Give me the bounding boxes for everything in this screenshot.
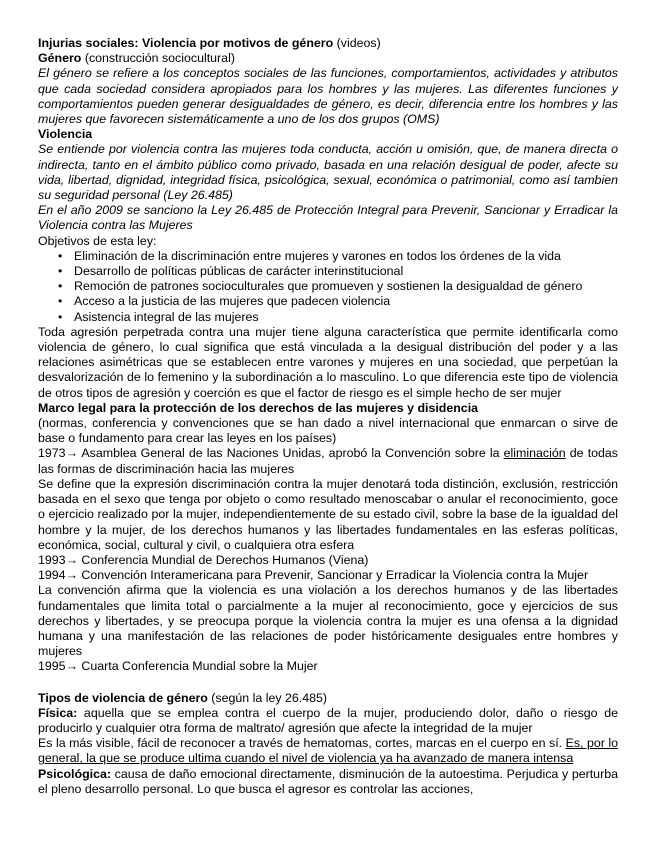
marco-intro: (normas, conferencia y convenciones que se han dado a nivel internacional que enmarcan o sirve de base o fundamento para crear las leyes en los países) (38, 416, 618, 446)
document-title-line (38, 36, 618, 51)
law-note: En el año 2009 se sanciono la Ley 26.485 de Protección Integral para Prevenir, Sancionar y Erradicar la Violencia contra las Mujeres (38, 203, 618, 233)
visible-paragraph: Es la más visible, fácil de reconocer a través de hematomas, cortes, marcas en el cuerpo en sí. Es, por lo general, la que se produce ultima cuando el nivel de violencia ya ha avanzado de manera intensa (38, 736, 618, 766)
list-item: • Eliminación de la discriminación entre mujeres y varones en todos los órdenes de la vida (74, 249, 618, 264)
document-title: Injurias sociales: Violencia por motivos de género (38, 36, 334, 50)
psicologica-paragraph: Psicológica: causa de daño emocional directamente, disminución de la autoestima. Perjudica y perturba el pleno desarrollo personal. Lo que busca el agresor es controlar las acciones, (38, 766, 618, 796)
tipos-heading: Tipos de violencia de género (38, 690, 208, 705)
section-spacer (38, 675, 618, 691)
violencia-heading: Violencia (38, 127, 93, 142)
tipos-heading-line (38, 691, 618, 706)
marco-heading: Marco legal para la protección de los derechos de las mujeres y disidencia (38, 400, 479, 415)
document-page (38, 36, 618, 797)
list-item: • Acceso a la justicia de las mujeres que padecen violencia (74, 294, 618, 309)
fisica-label: Física: (38, 705, 78, 720)
genero-heading-line (38, 51, 618, 66)
event-1994: 1994→ Convención Interamericana para Prevenir, Sancionar y Erradicar la Violencia contra la Mujer (38, 568, 589, 583)
genero-heading: Género (38, 51, 82, 66)
convencion-paragraph: La convención afirma que la violencia es una violación a los derechos humanos y de las libertades fundamentales que limita total o parcialmente a la mujer al reconocimiento, goce y ejercicios de sus derechos y libertades, y se preocupa porque la violencia contra la mujer es una ofensa a la dignidad humana y una manifestación de las relaciones de poder históricamente desiguales entre hombres y mujeres (38, 583, 618, 659)
list-item: • Asistencia integral de las mujeres (74, 310, 618, 325)
event-1995: 1995→ Cuarta Conferencia Mundial sobre la Mujer (38, 659, 318, 674)
tipos-subtitle: (según la ley 26.485) (207, 690, 328, 705)
genero-subtitle: (construcción sociocultural) (81, 51, 235, 66)
psicologica-label: Psicológica: (38, 766, 111, 781)
genero-definition: El género se refiere a los conceptos sociales de las funciones, comportamientos, actividades y atributos que cada sociedad considera apropiados para los hombres y las mujeres. Las diferentes funciones y comportamientos pueden generar desigualdades de género, es decir, diferencia entre los hombres y las mujeres que favorecen sistemáticamente a uno de los dos grupos (OMS) (38, 66, 618, 127)
event-1993: 1993→ Conferencia Mundial de Derechos Humanos (Viena) (38, 552, 369, 567)
underlined-remark: Es, por lo general, la que se produce ultima cuando el nivel de violencia ya ha avanzado de manera intensa (38, 736, 618, 766)
document-title-suffix: (videos) (333, 36, 381, 50)
violencia-definition: Se entiende por violencia contra las mujeres toda conducta, acción u omisión, que, de manera directa o indirecta, tanto en el ámbito público como privado, basada en una relación desigual de poder, afecte su vida, libertad, dignidad, integridad física, psicológica, sexual, económica o patrimonial, como así tambien su seguridad personal (Ley 26.485) (38, 142, 618, 203)
objectives-label: Objetivos de esta ley: (38, 233, 157, 248)
objectives-list (38, 249, 618, 325)
list-item: • Desarrollo de políticas públicas de carácter interinstitucional (74, 264, 618, 279)
list-item: • Remoción de patrones socioculturales que promueven y sostienen la desigualdad de género (74, 279, 618, 294)
discriminacion-definition: Se define que la expresión discriminación contra la mujer denotará toda distinción, exclusión, restricción basada en el sexo que tenga por objeto o como resultado menoscabar o anular el reconocimiento, goce o ejercicio realizado por la mujer, independientemente de su estado civil, sobre la base de la igualdad del hombre y la mujer, de los derechos humanos y las libertades fundamentales en las esferas políticas, económica, social, cultural y civil, o cualquiera otra esfera (38, 476, 618, 552)
event-1973: 1973→ Asamblea General de las Naciones Unidas, aprobó la Convención sobre la eliminación de todas las formas de discriminación hacia las mujeres (38, 446, 619, 476)
eliminacion-link-text: eliminación (503, 446, 566, 461)
fisica-paragraph: Física: aquella que se emplea contra el cuerpo de la mujer, produciendo dolor, daño o riesgo de producirlo y cualquier otra forma de maltrato/ agresión que afecte la integridad de la mujer (38, 705, 618, 735)
violencia-paragraph: Toda agresión perpetrada contra una mujer tiene alguna característica que permite identificarla como violencia de género, lo cual significa que está vinculada a la desigual distribución del poder y a las relaciones asimétricas que se establecen entre varones y mujeres en una sociedad, que perpetúan la desvalorización de lo femenino y la subordinación a lo masculino. Lo que diferencia este tipo de violencia de otros tipos de agresión y coerción es que el factor de riesgo es el simple hecho de ser mujer (38, 324, 618, 400)
